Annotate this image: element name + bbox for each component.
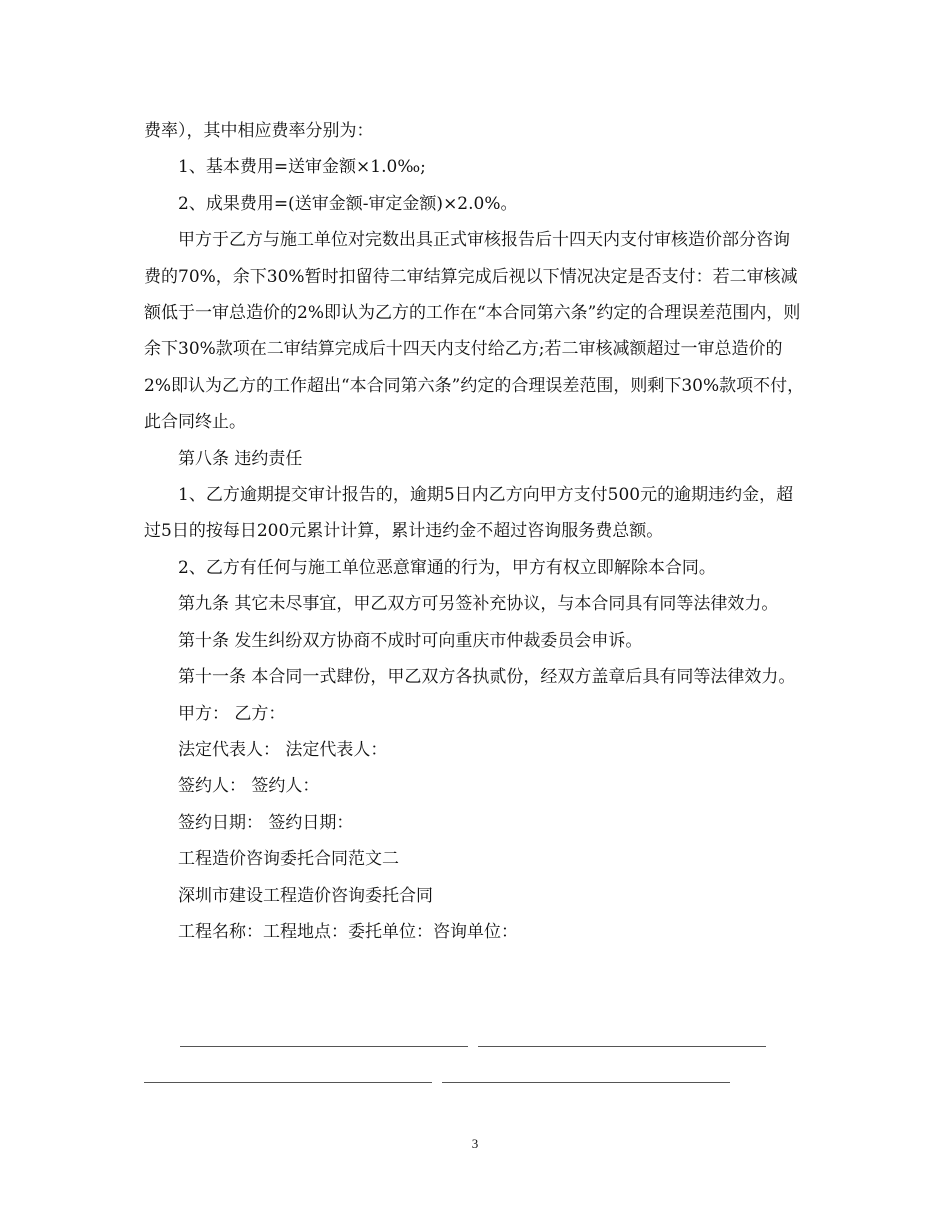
paragraph-late-penalty: 1、乙方逾期提交审计报告的，逾期5日内乙方向甲方支付500元的逾期违约金，超过5日的按每日200元累计计算，累计违约金不超过咨询服务费总额。 <box>144 485 794 542</box>
paragraph-collusion-clause: 2、乙方有任何与施工单位恶意窜通的行为，甲方有权立即解除本合同。 <box>178 557 716 578</box>
project-info-line: 工程名称：工程地点：委托单位：咨询单位： <box>178 921 518 942</box>
fill-in-line-1 <box>180 1046 468 1047</box>
signature-date-line: 签约日期： 签约日期： <box>178 812 354 833</box>
signature-signer-line: 签约人： 签约人： <box>178 776 320 797</box>
heading-article-8: 第八条 违约责任 <box>178 448 303 469</box>
signature-representative-line: 法定代表人： 法定代表人： <box>178 739 388 760</box>
page-number: 3 <box>471 1136 479 1151</box>
contract-title-shenzhen: 深圳市建设工程造价咨询委托合同 <box>178 885 433 906</box>
paragraph-payment-terms: 甲方于乙方与施工单位对完数出具正式审核报告后十四天内支付审核造价部分咨询费的70%，余下30%暂时扣留待二审结算完成后视以下情况决定是否支付：若二审核减额低于一审总造价的2%即认为乙方的工作在“本合同第六条”约定的合理误差范围内，则余下30%款项在二审结算完成后十四天内支付给乙方;若二审核减额超过一审总造价的2%即认为乙方的工作超出“本合同第六条”约定的合理误差范围，则剩下30%款项不付，此合同终止。 <box>144 230 805 433</box>
fill-in-line-3 <box>144 1082 432 1083</box>
section-title-sample-two: 工程造价咨询委托合同范文二 <box>178 849 399 870</box>
fill-in-line-4 <box>442 1082 730 1083</box>
paragraph-article-9: 第九条 其它未尽事宜，甲乙双方可另签补充协议，与本合同具有同等法律效力。 <box>178 594 779 615</box>
document-body <box>144 113 806 950</box>
paragraph-basic-fee: 1、基本费用=送审金额×1.0‰; <box>178 157 426 178</box>
signature-party-line: 甲方： 乙方： <box>178 703 286 724</box>
paragraph-result-fee: 2、成果费用=(送审金额-审定金额)×2.0%。 <box>178 193 518 214</box>
paragraph-article-10: 第十条 发生纠纷双方协商不成时可向重庆市仲裁委员会申诉。 <box>178 630 643 651</box>
paragraph-article-11: 第十一条 本合同一式肆份，甲乙双方各执贰份，经双方盖章后具有同等法律效力。 <box>178 667 796 688</box>
fill-in-line-2 <box>478 1046 766 1047</box>
paragraph-fee-rate-intro: 费率），其中相应费率分别为： <box>144 121 374 141</box>
